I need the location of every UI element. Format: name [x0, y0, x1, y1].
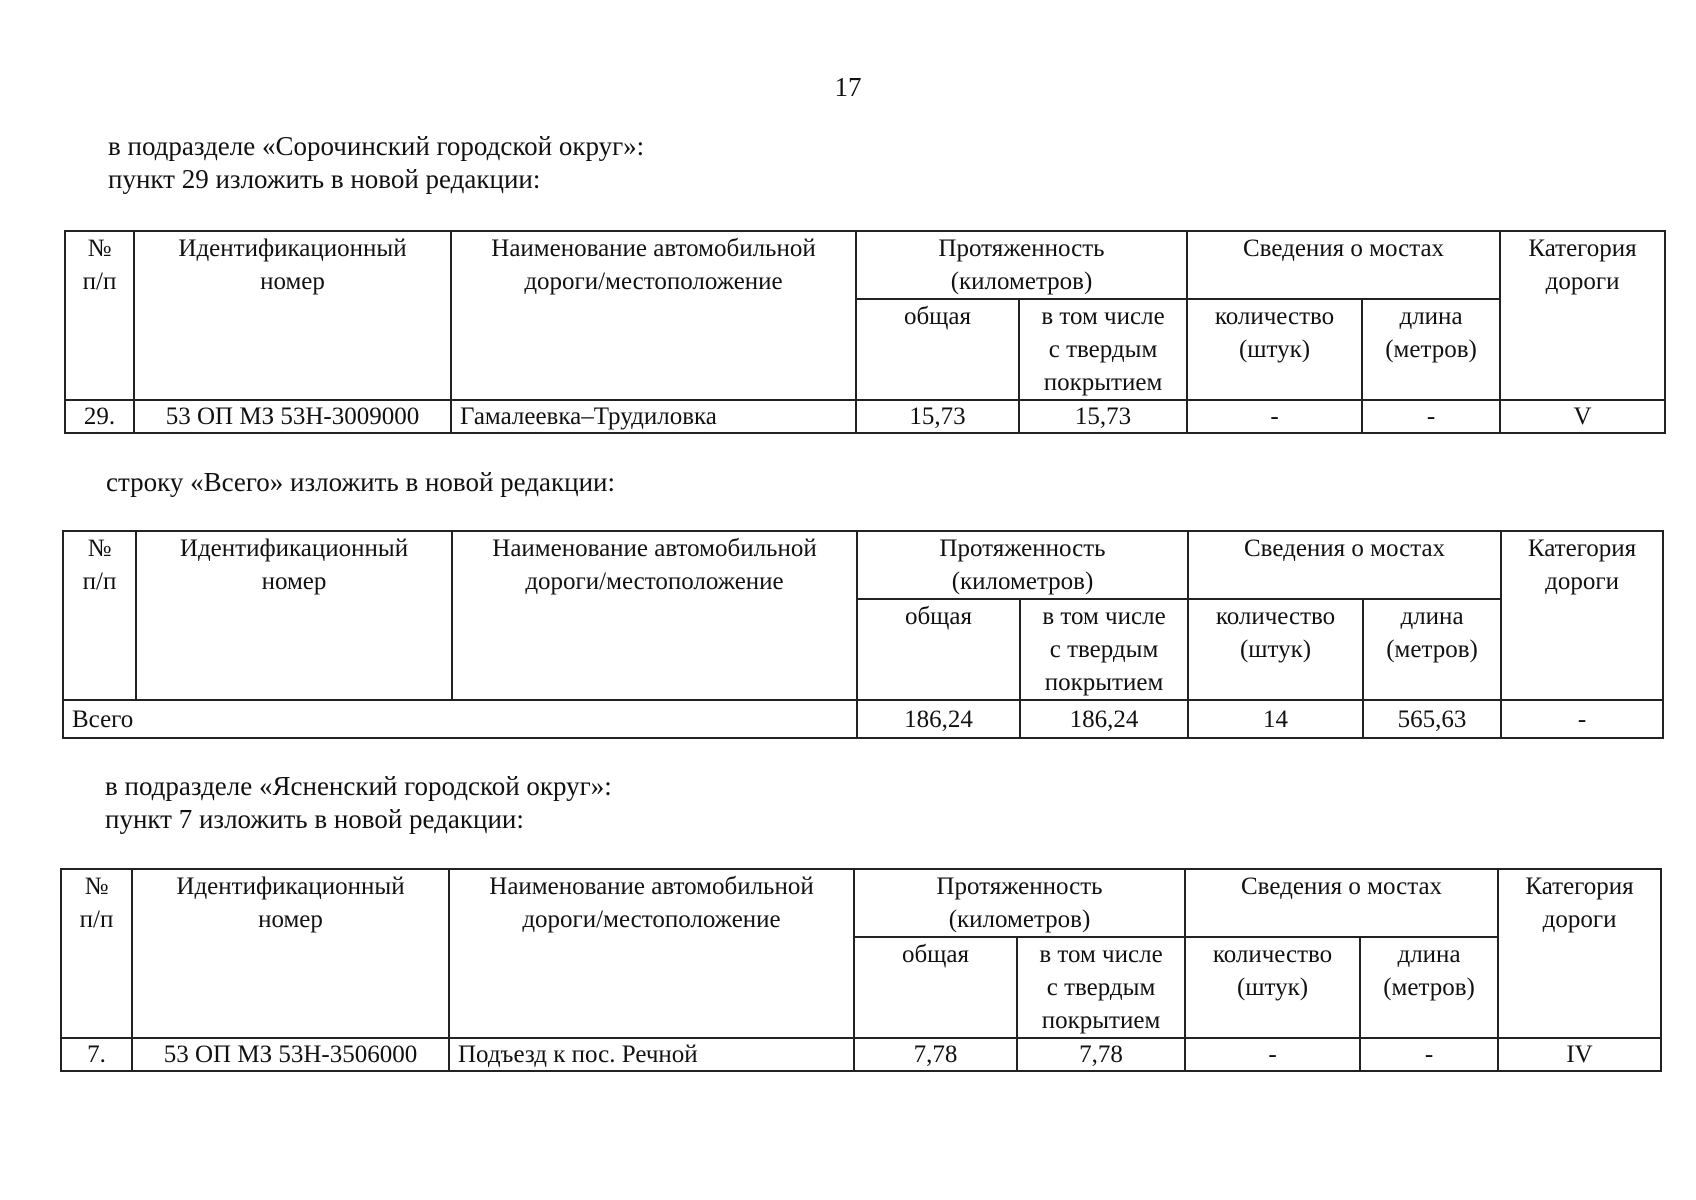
header-bridges: Сведения о мостах	[1187, 231, 1500, 299]
cell-length-total: 7,78	[854, 1038, 1017, 1071]
header-category: Категория дороги	[1501, 531, 1663, 700]
section-intro-sorochinsky	[108, 130, 644, 196]
header-bridges-length: длина (метров)	[1362, 299, 1500, 400]
table-row	[65, 400, 1665, 433]
header-length: Протяженность (километров)	[857, 531, 1188, 599]
header-id: Идентификационный номер	[134, 231, 451, 400]
cell-id: 53 ОП МЗ 53Н-3009000	[134, 400, 451, 433]
header-bridges-count: количество (штук)	[1187, 299, 1362, 400]
header-num: № п/п	[65, 231, 134, 400]
header-bridges-count: количество (штук)	[1185, 937, 1360, 1038]
header-id: Идентификационный номер	[136, 531, 452, 700]
intro-line-1: в подразделе «Ясненский городской округ»:	[105, 771, 612, 801]
cell-bridges-count: -	[1187, 400, 1362, 433]
header-name: Наименование автомобильной дороги/местоположение	[452, 531, 857, 700]
road-table-sorochinsky	[64, 230, 1666, 434]
header-length: Протяженность (километров)	[854, 869, 1185, 937]
intro-line-2: пункт 7 изложить в новой редакции:	[105, 804, 524, 834]
road-table-yasnensky	[60, 868, 1662, 1072]
cell-name: Подъезд к пос. Речной	[449, 1038, 854, 1071]
header-length-total: общая	[854, 937, 1017, 1038]
header-length-paved: в том числе с твердым покрытием	[1017, 937, 1185, 1038]
intro-line-1: в подразделе «Сорочинский городской округ»:	[108, 131, 645, 161]
header-category: Категория дороги	[1498, 869, 1661, 1038]
header-bridges: Сведения о мостах	[1185, 869, 1498, 937]
header-length-paved: в том числе с твердым покрытием	[1019, 299, 1187, 400]
header-length-paved: в том числе с твердым покрытием	[1020, 599, 1188, 700]
intro-line-2: пункт 29 изложить в новой редакции:	[108, 164, 541, 194]
table-row	[61, 1038, 1661, 1071]
header-num: № п/п	[63, 531, 136, 700]
cell-bridges-length: 565,63	[1363, 700, 1501, 738]
cell-length-total: 186,24	[857, 700, 1020, 738]
cell-bridges-count: 14	[1188, 700, 1363, 738]
section-intro-yasnensky	[105, 770, 612, 836]
cell-length-total: 15,73	[856, 400, 1019, 433]
cell-length-paved: 186,24	[1020, 700, 1188, 738]
cell-bridges-count: -	[1185, 1038, 1360, 1071]
header-bridges-length: длина (метров)	[1363, 599, 1501, 700]
header-length-total: общая	[856, 299, 1019, 400]
header-bridges: Сведения о мостах	[1188, 531, 1501, 599]
header-name: Наименование автомобильной дороги/местоположение	[451, 231, 856, 400]
cell-length-paved: 7,78	[1017, 1038, 1185, 1071]
header-category: Категория дороги	[1500, 231, 1665, 400]
header-num: № п/п	[61, 869, 132, 1038]
cell-num: 29.	[65, 400, 134, 433]
cell-length-paved: 15,73	[1019, 400, 1187, 433]
cell-bridges-length: -	[1362, 400, 1500, 433]
total-row-instruction: строку «Всего» изложить в новой редакции:	[106, 467, 615, 497]
header-length-total: общая	[857, 599, 1020, 700]
cell-category: IV	[1498, 1038, 1661, 1071]
cell-category: V	[1500, 400, 1665, 433]
page-number: 17	[834, 72, 862, 102]
cell-category: -	[1501, 700, 1663, 738]
table-row-total	[63, 700, 1663, 738]
header-bridges-count: количество (штук)	[1188, 599, 1363, 700]
cell-id: 53 ОП МЗ 53Н-3506000	[132, 1038, 449, 1071]
cell-bridges-length: -	[1360, 1038, 1498, 1071]
header-name: Наименование автомобильной дороги/местоположение	[449, 869, 854, 1038]
header-length: Протяженность (километров)	[856, 231, 1187, 299]
cell-num: 7.	[61, 1038, 132, 1071]
road-table-total	[62, 530, 1664, 739]
cell-total-label: Всего	[63, 700, 857, 738]
cell-name: Гамалеевка–Трудиловка	[451, 400, 856, 433]
header-bridges-length: длина (метров)	[1360, 937, 1498, 1038]
header-id: Идентификационный номер	[132, 869, 449, 1038]
